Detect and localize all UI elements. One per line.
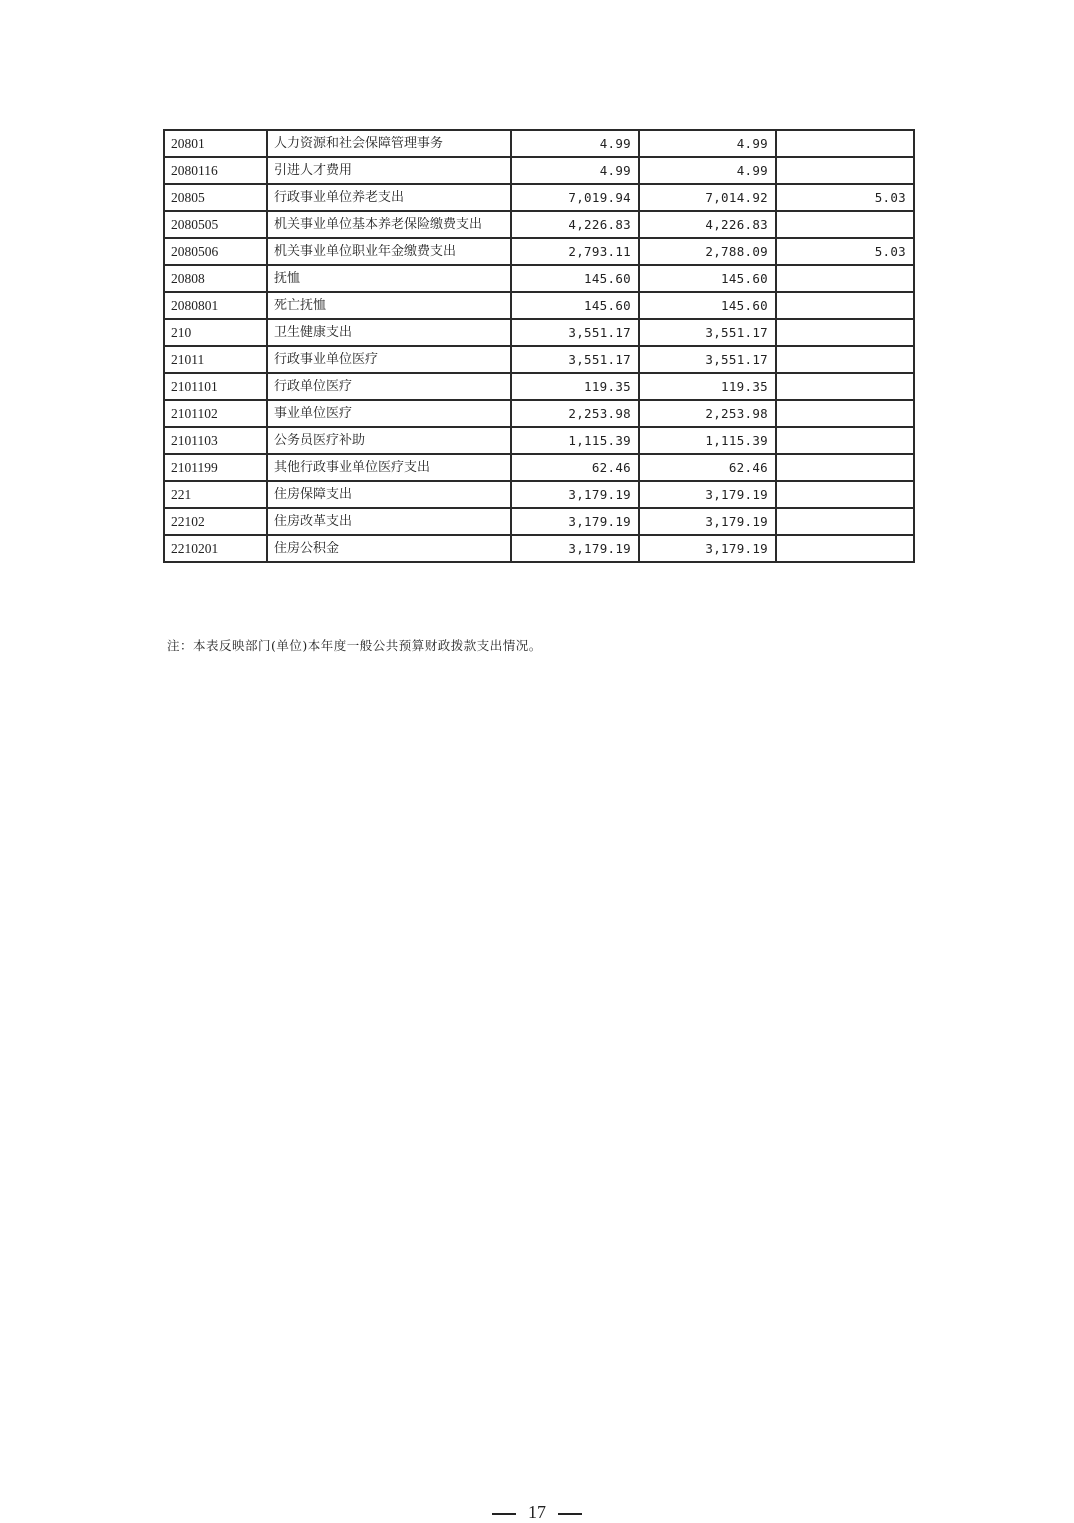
project-expenditure-cell: 5.03 [776, 184, 914, 211]
project-expenditure-cell [776, 400, 914, 427]
project-expenditure-cell [776, 130, 914, 157]
total-amount-cell: 3,179.19 [511, 535, 639, 562]
account-name-text: 住房保障支出 [274, 487, 353, 502]
account-name-text: 住房改革支出 [274, 514, 353, 529]
table-row [164, 508, 914, 535]
account-name-text: 卫生健康支出 [274, 325, 353, 340]
total-amount-cell: 2,253.98 [511, 400, 639, 427]
basic-expenditure-cell: 4.99 [639, 157, 776, 184]
total-amount-cell: 3,551.17 [511, 346, 639, 373]
account-name-text: 机关事业单位职业年金缴费支出 [274, 244, 457, 259]
basic-expenditure-cell: 4.99 [639, 130, 776, 157]
account-code-cell: 210 [164, 319, 267, 346]
account-code-cell: 2080801 [164, 292, 267, 319]
account-code-cell: 2080505 [164, 211, 267, 238]
basic-expenditure-cell: 4,226.83 [639, 211, 776, 238]
basic-expenditure-cell: 3,179.19 [639, 481, 776, 508]
account-name-cell [267, 130, 511, 157]
account-code-cell: 2080506 [164, 238, 267, 265]
basic-expenditure-cell: 3,179.19 [639, 508, 776, 535]
total-amount-cell: 1,115.39 [511, 427, 639, 454]
account-name-cell [267, 346, 511, 373]
table-row [164, 454, 914, 481]
account-code-cell: 2210201 [164, 535, 267, 562]
account-name-text: 人力资源和社会保障管理事务 [274, 136, 444, 151]
budget-table [163, 129, 915, 563]
basic-expenditure-cell: 7,014.92 [639, 184, 776, 211]
project-expenditure-cell [776, 346, 914, 373]
account-name-cell [267, 400, 511, 427]
account-name-cell [267, 265, 511, 292]
total-amount-cell: 4,226.83 [511, 211, 639, 238]
account-name-cell [267, 157, 511, 184]
account-name-text: 行政单位医疗 [274, 379, 353, 394]
total-amount-cell: 62.46 [511, 454, 639, 481]
project-expenditure-cell [776, 319, 914, 346]
account-name-text: 行政事业单位医疗 [274, 352, 379, 367]
page-number-right-dash [558, 1513, 582, 1515]
account-name-text: 住房公积金 [274, 541, 340, 556]
account-code-cell: 2101101 [164, 373, 267, 400]
account-code-cell: 20808 [164, 265, 267, 292]
account-name-cell [267, 184, 511, 211]
table-row [164, 427, 914, 454]
account-code-cell: 221 [164, 481, 267, 508]
project-expenditure-cell [776, 427, 914, 454]
account-code-cell: 2101103 [164, 427, 267, 454]
basic-expenditure-cell: 145.60 [639, 292, 776, 319]
account-code-cell: 2101199 [164, 454, 267, 481]
account-name-cell [267, 535, 511, 562]
page-number: 17 [528, 1502, 546, 1522]
account-name-cell [267, 373, 511, 400]
table-row [164, 292, 914, 319]
total-amount-cell: 3,179.19 [511, 481, 639, 508]
project-expenditure-cell [776, 211, 914, 238]
account-name-text: 引进人才费用 [274, 163, 353, 178]
basic-expenditure-cell: 2,253.98 [639, 400, 776, 427]
table-row [164, 238, 914, 265]
table-row [164, 400, 914, 427]
basic-expenditure-cell: 2,788.09 [639, 238, 776, 265]
table-body [164, 130, 914, 562]
table-row [164, 373, 914, 400]
account-code-cell: 20801 [164, 130, 267, 157]
page-number-left-dash [492, 1513, 516, 1515]
account-name-text: 抚恤 [274, 271, 301, 286]
table-row [164, 157, 914, 184]
account-name-text: 公务员医疗补助 [274, 433, 366, 448]
total-amount-cell: 4.99 [511, 157, 639, 184]
total-amount-cell: 119.35 [511, 373, 639, 400]
account-name-text: 事业单位医疗 [274, 406, 353, 421]
project-expenditure-cell [776, 373, 914, 400]
account-code-cell: 2080116 [164, 157, 267, 184]
project-expenditure-cell [776, 265, 914, 292]
account-name-cell [267, 427, 511, 454]
account-code-cell: 22102 [164, 508, 267, 535]
table-footnote: 注：本表反映部门(单位)本年度一般公共预算财政拨款支出情况。 [167, 638, 542, 653]
table-row [164, 535, 914, 562]
project-expenditure-cell [776, 481, 914, 508]
table-row [164, 265, 914, 292]
account-name-cell [267, 481, 511, 508]
total-amount-cell: 3,551.17 [511, 319, 639, 346]
account-name-text: 机关事业单位基本养老保险缴费支出 [274, 217, 483, 232]
basic-expenditure-cell: 145.60 [639, 265, 776, 292]
project-expenditure-cell [776, 535, 914, 562]
project-expenditure-cell [776, 157, 914, 184]
account-name-cell [267, 319, 511, 346]
account-name-cell [267, 292, 511, 319]
project-expenditure-cell [776, 508, 914, 535]
basic-expenditure-cell: 3,551.17 [639, 346, 776, 373]
basic-expenditure-cell: 1,115.39 [639, 427, 776, 454]
total-amount-cell: 145.60 [511, 292, 639, 319]
account-name-text: 死亡抚恤 [274, 298, 327, 313]
project-expenditure-cell [776, 292, 914, 319]
account-code-cell: 21011 [164, 346, 267, 373]
table-row [164, 184, 914, 211]
total-amount-cell: 7,019.94 [511, 184, 639, 211]
total-amount-cell: 145.60 [511, 265, 639, 292]
account-name-text: 行政事业单位养老支出 [274, 190, 405, 205]
project-expenditure-cell [776, 454, 914, 481]
basic-expenditure-cell: 62.46 [639, 454, 776, 481]
table-row [164, 211, 914, 238]
basic-expenditure-cell: 119.35 [639, 373, 776, 400]
account-code-cell: 2101102 [164, 400, 267, 427]
account-code-cell: 20805 [164, 184, 267, 211]
table-row [164, 346, 914, 373]
basic-expenditure-cell: 3,179.19 [639, 535, 776, 562]
project-expenditure-cell: 5.03 [776, 238, 914, 265]
table-row [164, 130, 914, 157]
account-name-cell [267, 238, 511, 265]
total-amount-cell: 4.99 [511, 130, 639, 157]
table-row [164, 319, 914, 346]
basic-expenditure-cell: 3,551.17 [639, 319, 776, 346]
total-amount-cell: 2,793.11 [511, 238, 639, 265]
total-amount-cell: 3,179.19 [511, 508, 639, 535]
account-name-cell [267, 211, 511, 238]
account-name-cell [267, 454, 511, 481]
table-row [164, 481, 914, 508]
account-name-text: 其他行政事业单位医疗支出 [274, 460, 431, 475]
account-name-cell [267, 508, 511, 535]
